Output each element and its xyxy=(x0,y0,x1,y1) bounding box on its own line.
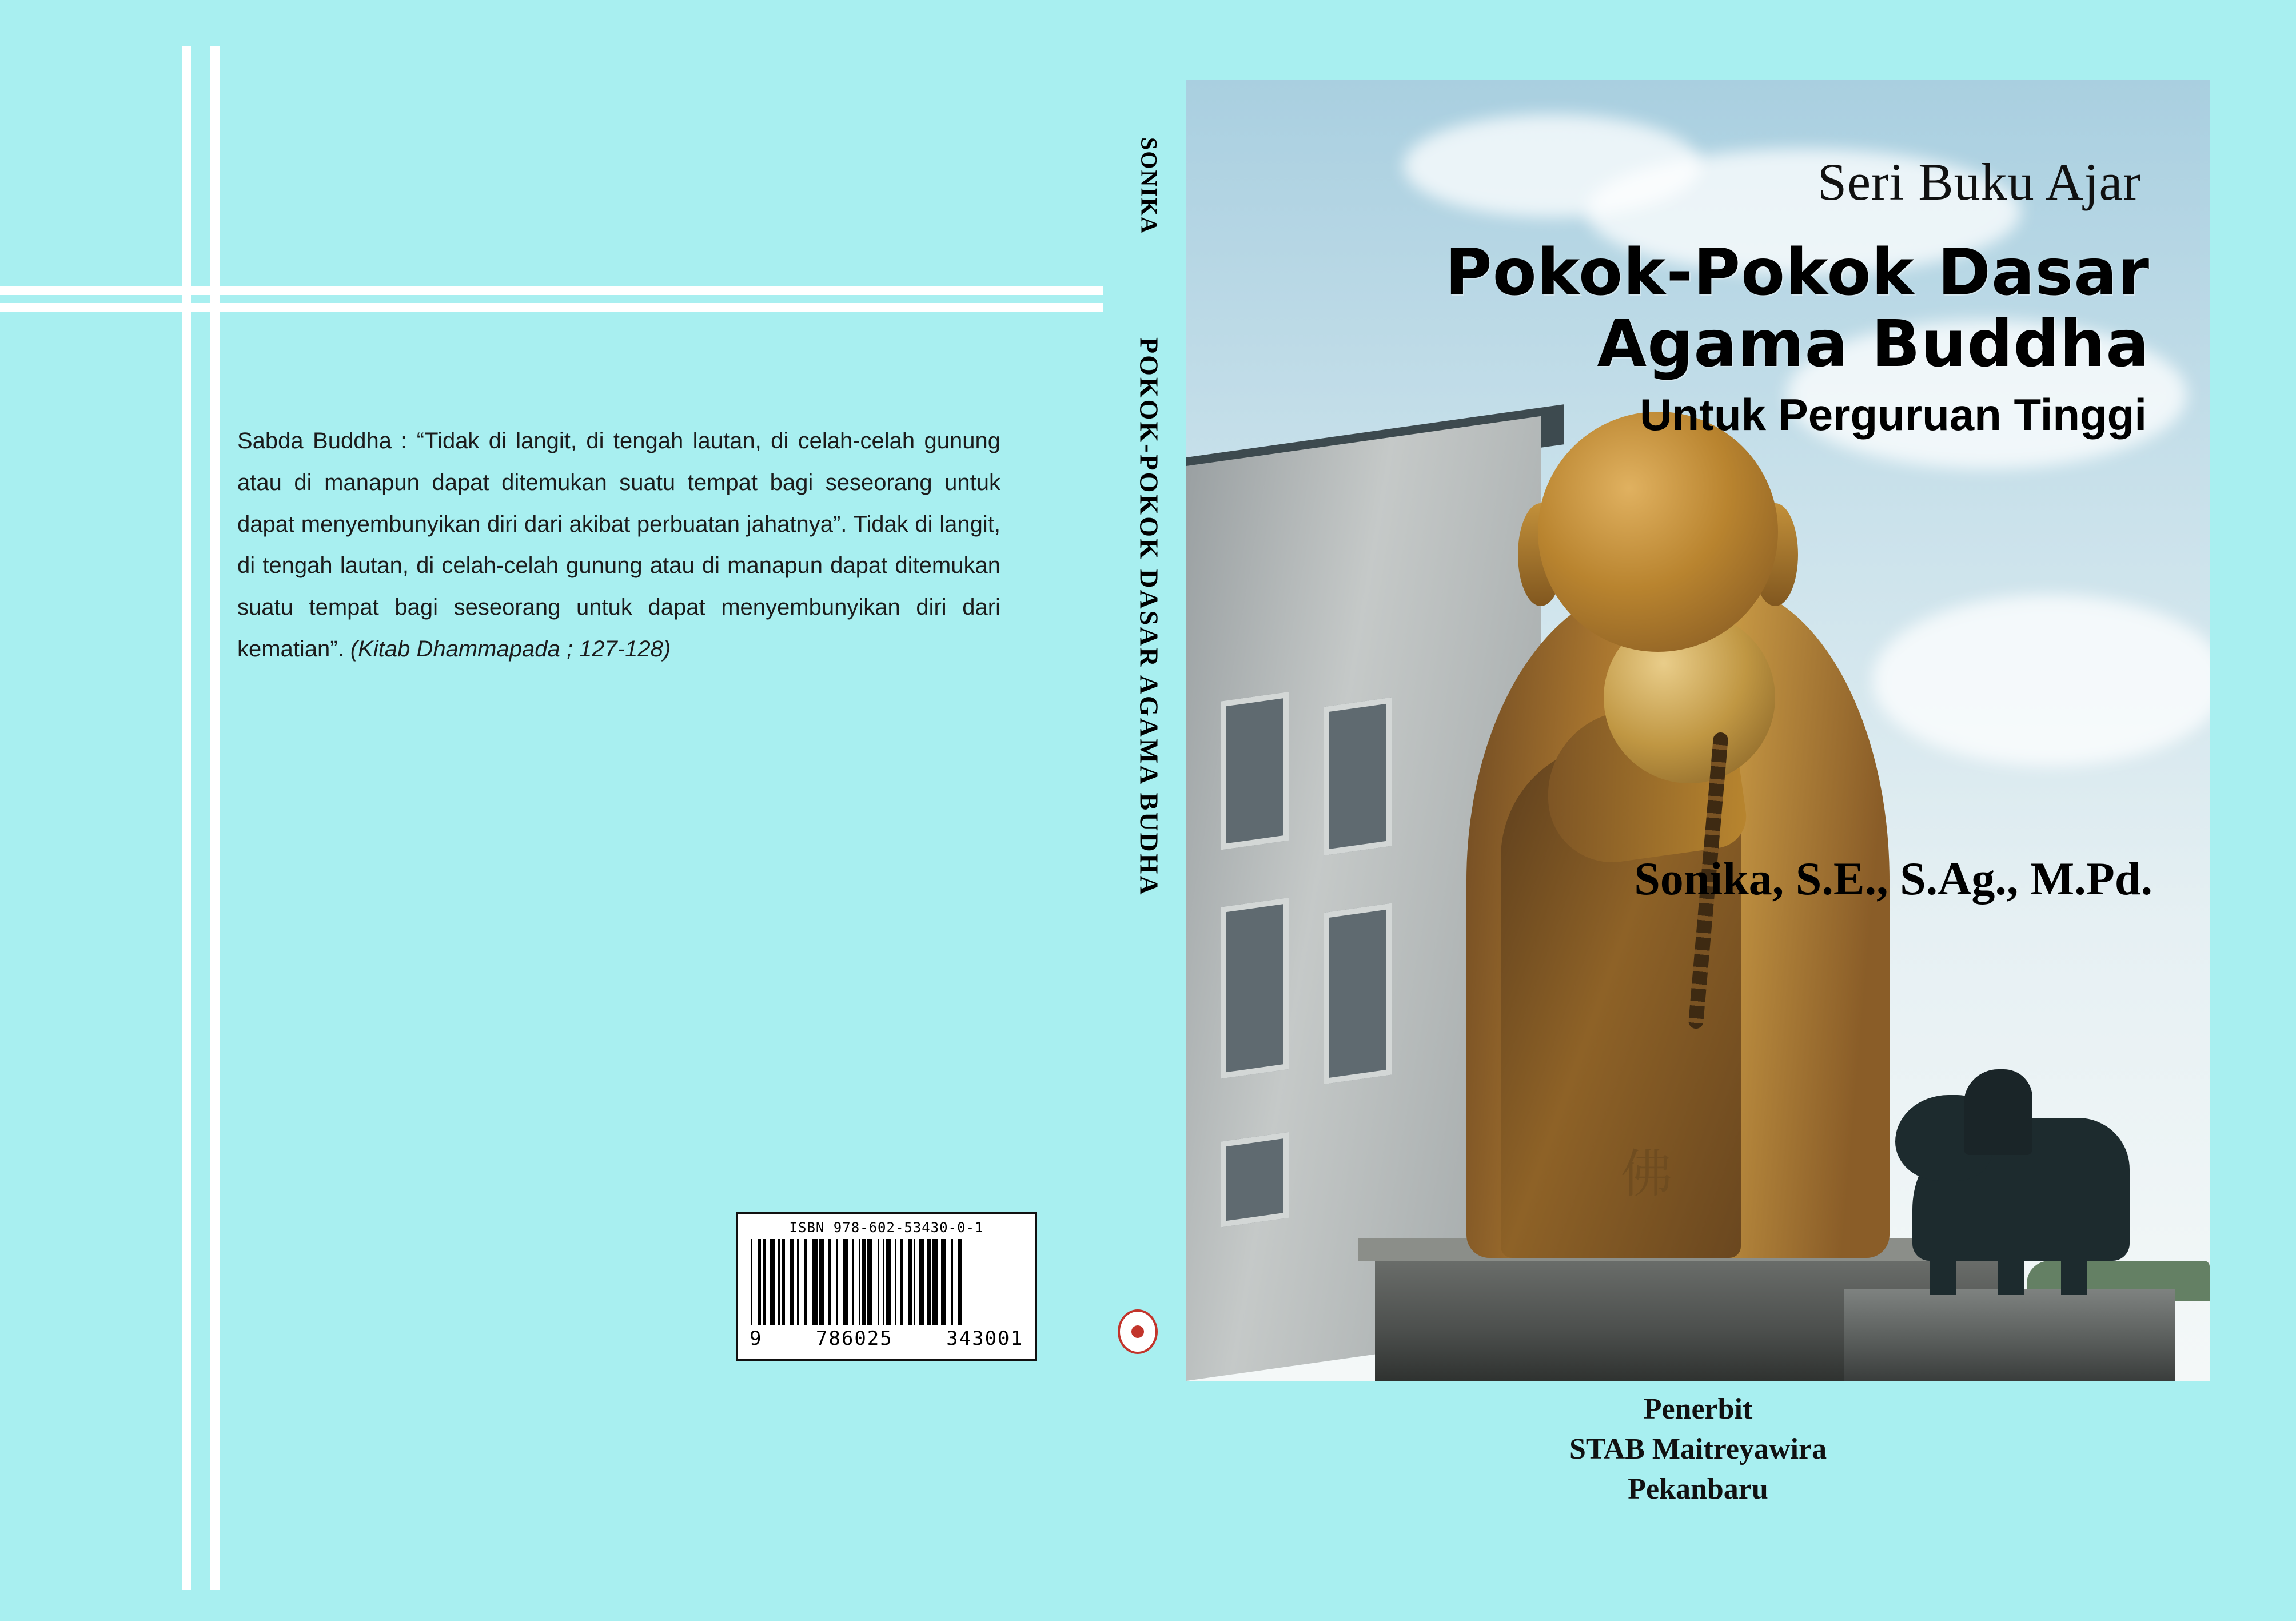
building-window xyxy=(1324,697,1392,855)
decorative-vertical-rule-1 xyxy=(182,46,191,1590)
lion-statue-base xyxy=(1844,1289,2175,1381)
lion-leg xyxy=(1930,1249,1956,1295)
barcode-left-digit: 9 xyxy=(750,1327,763,1350)
lion-rider xyxy=(1964,1069,2032,1155)
barcode-bar xyxy=(932,1239,938,1325)
barcode-bar xyxy=(838,1239,843,1325)
decorative-horizontal-rule-2 xyxy=(0,303,1103,312)
building-window xyxy=(1221,898,1289,1079)
barcode-bar xyxy=(819,1239,824,1325)
publisher-name: STAB Maitreyawira xyxy=(1569,1433,1827,1466)
barcode-bars xyxy=(746,1239,1027,1325)
book-author: Sonika, S.E., S.Ag., M.Pd. xyxy=(1634,853,2152,905)
book-spine xyxy=(1109,80,1189,1384)
book-title-line-1: Pokok-Pokok Dasar xyxy=(1445,236,2150,310)
barcode-bar xyxy=(946,1239,951,1325)
barcode-bar xyxy=(812,1239,818,1325)
barcode-bar xyxy=(831,1239,836,1325)
book-subtitle: Untuk Perguruan Tinggi xyxy=(1640,389,2147,440)
cloud-shape xyxy=(1404,114,1701,217)
series-label: Seri Buku Ajar xyxy=(1817,153,2141,211)
barcode-bar xyxy=(919,1239,924,1325)
lion-leg xyxy=(2061,1249,2087,1295)
lion-leg xyxy=(1998,1249,2024,1295)
publisher-label: Penerbit xyxy=(1643,1393,1753,1425)
spine-author: SONIKA xyxy=(1136,137,1162,234)
decorative-horizontal-rule-1 xyxy=(0,286,1103,295)
barcode-bar xyxy=(785,1239,790,1325)
barcode-bar xyxy=(752,1239,758,1325)
barcode-bar xyxy=(854,1239,859,1325)
spine-title: POKOK-POKOK DASAR AGAMA BUDHA xyxy=(1134,337,1164,897)
barcode-bar xyxy=(799,1239,804,1325)
barcode-group-1: 786025 xyxy=(815,1327,893,1350)
barcode-bar xyxy=(867,1239,872,1325)
isbn-barcode xyxy=(736,1212,1037,1361)
barcode-digits xyxy=(746,1325,1027,1350)
back-cover-quote xyxy=(237,420,1000,670)
book-title-line-2: Agama Buddha xyxy=(1597,307,2150,382)
book-title xyxy=(1445,237,2150,381)
building-window xyxy=(1221,692,1289,850)
building-window xyxy=(1324,903,1392,1084)
barcode-bar xyxy=(807,1239,812,1325)
publisher-block xyxy=(1186,1389,2210,1510)
barcode-bar xyxy=(843,1239,848,1325)
barcode-group-2: 343001 xyxy=(946,1327,1023,1350)
front-cover-photo xyxy=(1186,80,2210,1381)
quote-source: (Kitab Dhammapada ; 127-128) xyxy=(350,636,671,662)
isbn-number: ISBN 978-602-53430-0-1 xyxy=(789,1220,984,1236)
statue-inscription: 佛 xyxy=(1621,1144,1679,1204)
decorative-vertical-rule-2 xyxy=(210,46,220,1590)
barcode-bar xyxy=(770,1239,775,1325)
building-window xyxy=(1221,1132,1289,1228)
barcode-bar xyxy=(953,1239,958,1325)
barcode-bar xyxy=(886,1239,891,1325)
barcode-bar xyxy=(872,1239,878,1325)
quote-text: Sabda Buddha : “Tidak di langit, di tengah lautan, di celah-celah gunung atau di manapun dapat ditemukan suatu tempat bagi seseorang untuk dapat menyembunyikan diri dari akibat perbuatan jahatnya”. Tidak di langit, di tengah lautan, di celah-celah gunung atau di manapun dapat ditemukan suatu tempat bagi seseorang untuk dapat menyembunyikan diri dari kematian”. xyxy=(237,428,1000,662)
barcode-bar xyxy=(941,1239,946,1325)
barcode-bar xyxy=(962,1239,965,1325)
statue-head xyxy=(1538,412,1778,652)
barcode-bar xyxy=(903,1239,908,1325)
publisher-city: Pekanbaru xyxy=(1628,1473,1768,1506)
lion-statue xyxy=(1890,1072,2141,1295)
